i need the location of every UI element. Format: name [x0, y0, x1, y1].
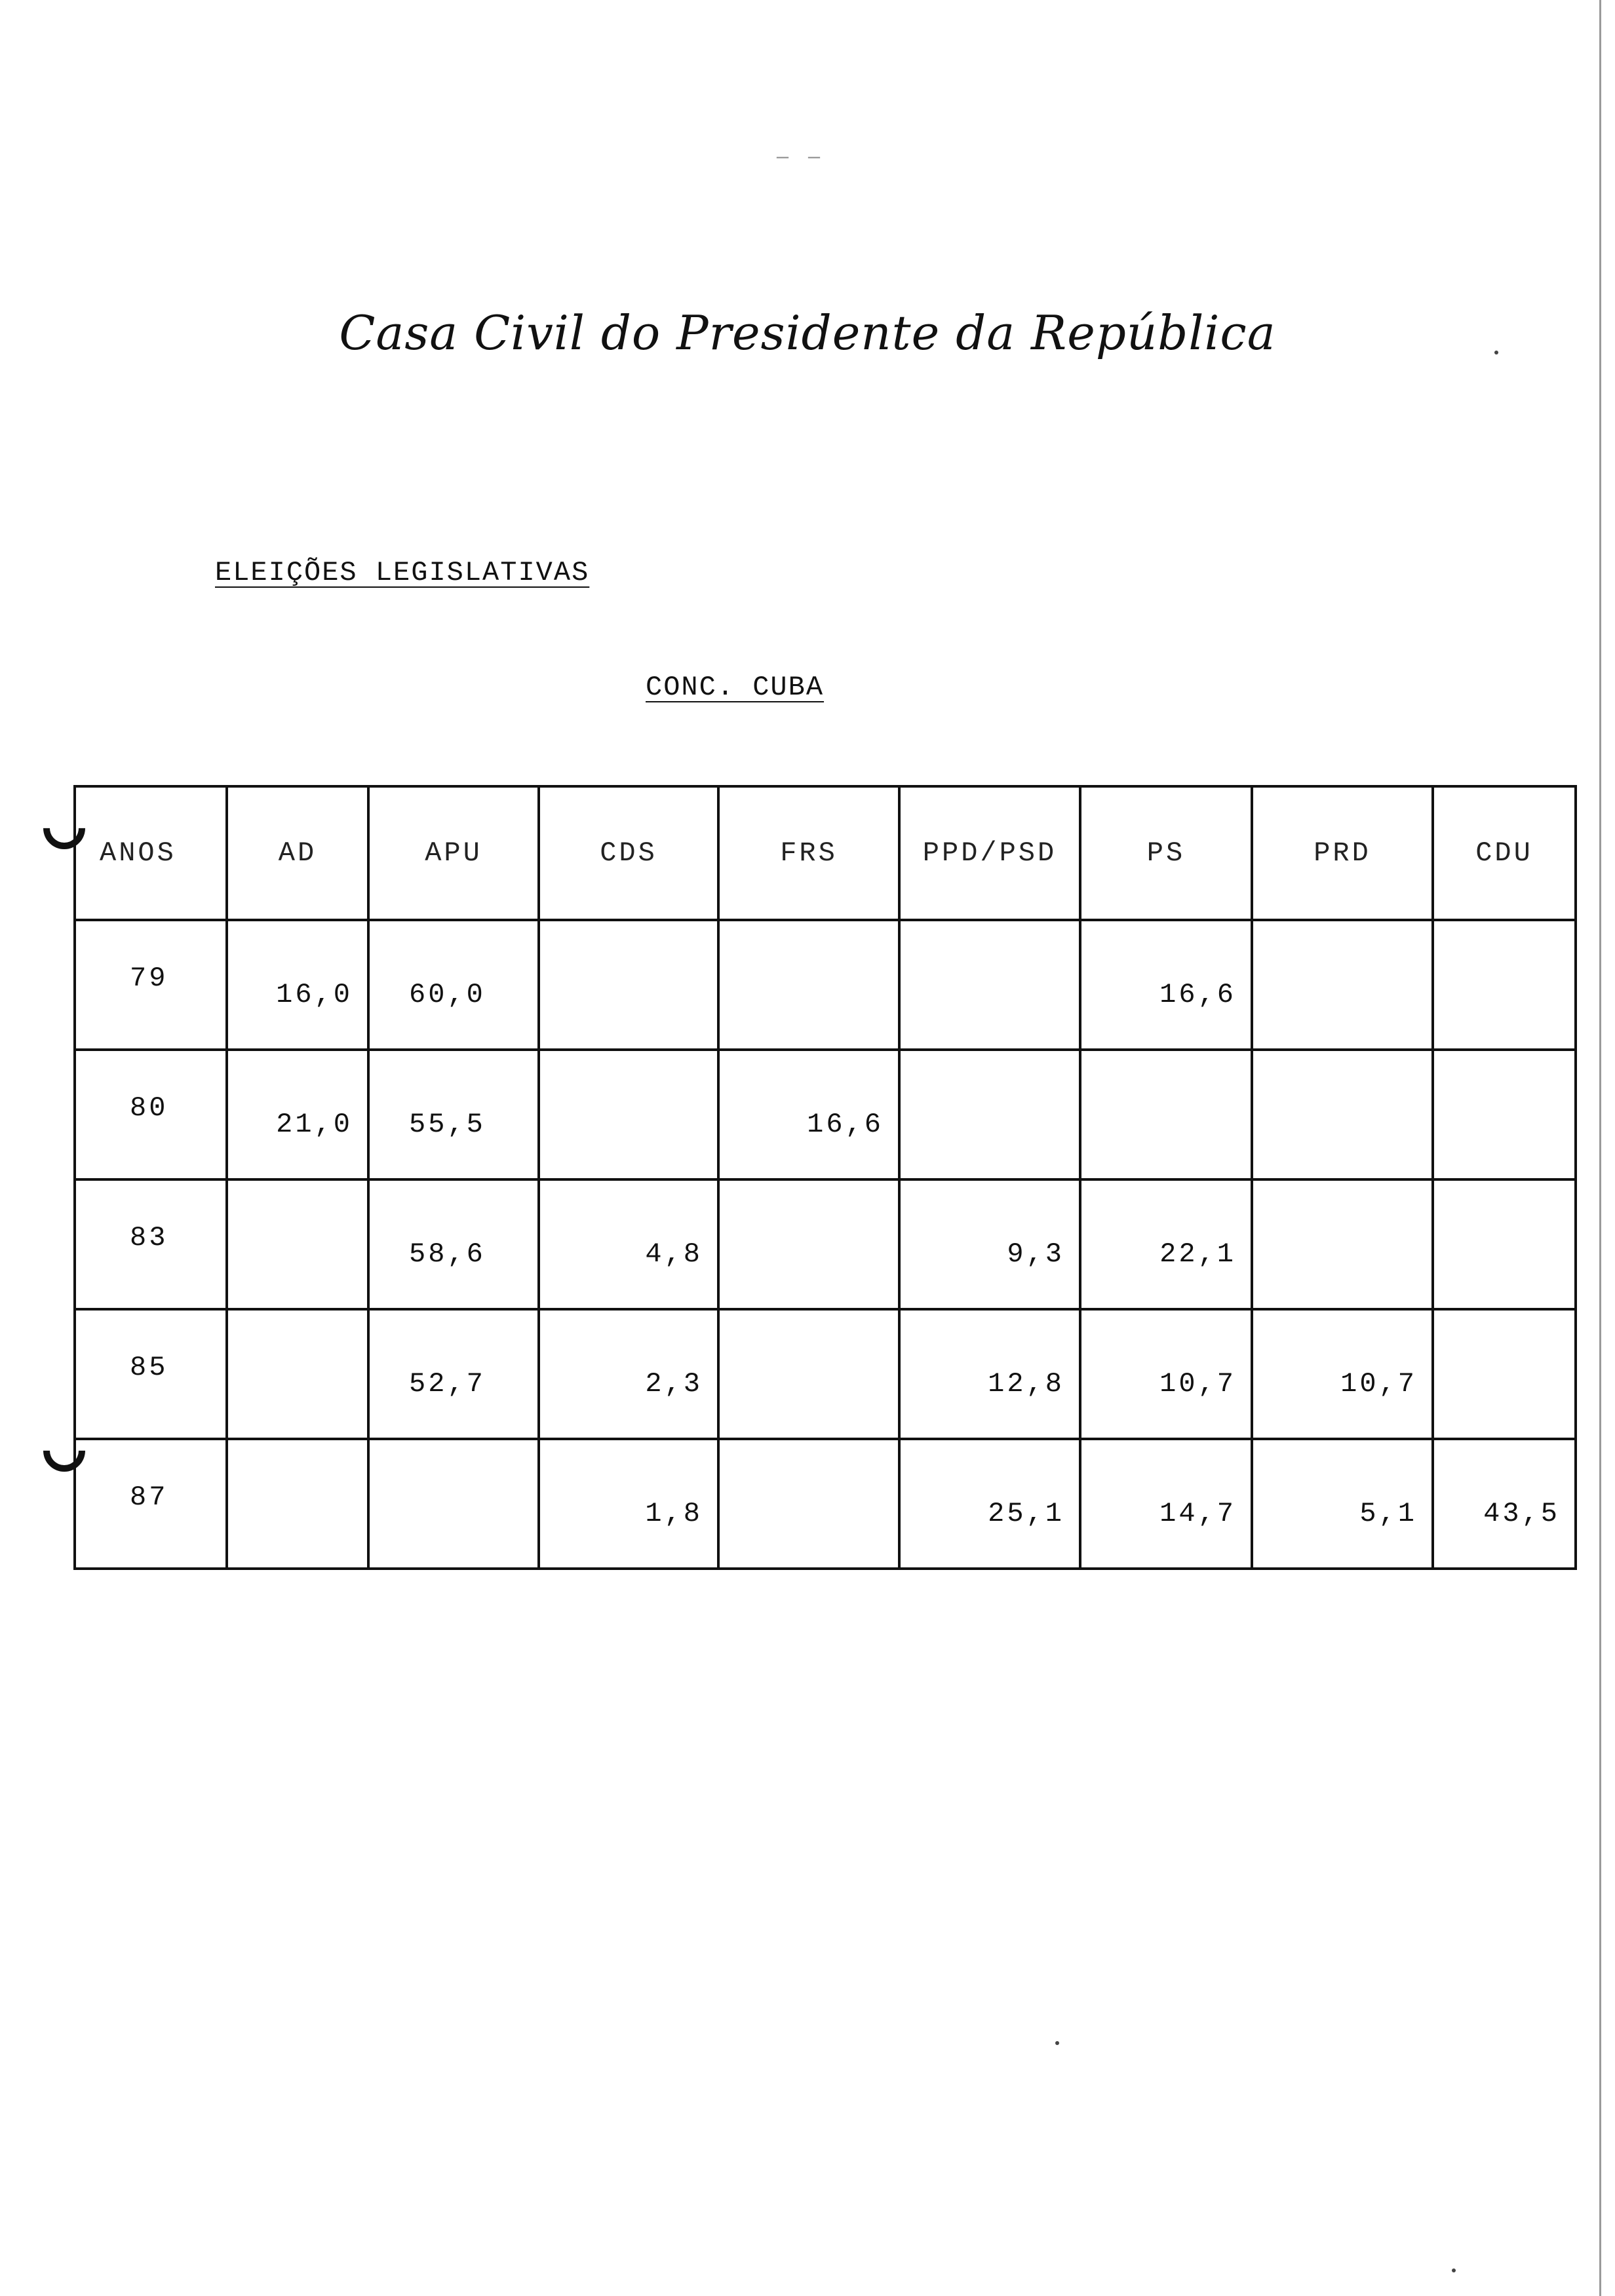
- apu-cell: 58,6: [368, 1179, 539, 1309]
- cdu-cell: [1433, 920, 1576, 1050]
- election-results-table: [73, 785, 1577, 1570]
- table-row: [75, 1439, 1576, 1569]
- ppd-psd-cell: [899, 1050, 1080, 1179]
- column-header: APU: [368, 786, 539, 920]
- year-cell: 80: [75, 1050, 227, 1179]
- cdu-cell: [1433, 1309, 1576, 1439]
- paper-speck: [1055, 2041, 1059, 2045]
- frs-cell: [718, 1439, 899, 1569]
- ad-cell: 16,0: [227, 920, 368, 1050]
- table-row: [75, 1050, 1576, 1179]
- ppd-psd-cell: 25,1: [899, 1439, 1080, 1569]
- ppd-psd-cell: 12,8: [899, 1309, 1080, 1439]
- prd-cell: 10,7: [1252, 1309, 1433, 1439]
- cdu-cell: [1433, 1050, 1576, 1179]
- cds-cell: [539, 1050, 718, 1179]
- ad-cell: [227, 1439, 368, 1569]
- frs-cell: [718, 1309, 899, 1439]
- ad-cell: [227, 1309, 368, 1439]
- apu-cell: 52,7: [368, 1309, 539, 1439]
- top-mark: — —: [777, 147, 825, 169]
- document-heading: ELEIÇÕES LEGISLATIVAS: [215, 557, 590, 588]
- prd-cell: [1252, 1050, 1433, 1179]
- year-cell: 83: [75, 1179, 227, 1309]
- prd-cell: [1252, 1179, 1433, 1309]
- paper-speck: [1494, 351, 1498, 354]
- column-header: AD: [227, 786, 368, 920]
- apu-cell: 60,0: [368, 920, 539, 1050]
- column-header: ANOS: [75, 786, 227, 920]
- cds-cell: [539, 920, 718, 1050]
- frs-cell: [718, 1179, 899, 1309]
- ps-cell: 22,1: [1080, 1179, 1252, 1309]
- cds-cell: 4,8: [539, 1179, 718, 1309]
- ps-cell: 16,6: [1080, 920, 1252, 1050]
- frs-cell: 16,6: [718, 1050, 899, 1179]
- ps-cell: [1080, 1050, 1252, 1179]
- cdu-cell: [1433, 1179, 1576, 1309]
- table-row: [75, 920, 1576, 1050]
- column-header: FRS: [718, 786, 899, 920]
- document-subheading: CONC. CUBA: [646, 672, 825, 703]
- prd-cell: [1252, 920, 1433, 1050]
- ppd-psd-cell: [899, 920, 1080, 1050]
- table-row: [75, 1179, 1576, 1309]
- apu-cell: [368, 1439, 539, 1569]
- letterhead: Casa Civil do Presidente da República: [339, 305, 1276, 360]
- frs-cell: [718, 920, 899, 1050]
- year-cell: 85: [75, 1309, 227, 1439]
- column-header: PPD/PSD: [899, 786, 1080, 920]
- cds-cell: 2,3: [539, 1309, 718, 1439]
- column-header: PRD: [1252, 786, 1433, 920]
- table-header-row: [75, 786, 1576, 920]
- ps-cell: 10,7: [1080, 1309, 1252, 1439]
- ppd-psd-cell: 9,3: [899, 1179, 1080, 1309]
- ad-cell: 21,0: [227, 1050, 368, 1179]
- ps-cell: 14,7: [1080, 1439, 1252, 1569]
- table-row: [75, 1309, 1576, 1439]
- column-header: CDS: [539, 786, 718, 920]
- prd-cell: 5,1: [1252, 1439, 1433, 1569]
- year-cell: 79: [75, 920, 227, 1050]
- column-header: CDU: [1433, 786, 1576, 920]
- cds-cell: 1,8: [539, 1439, 718, 1569]
- year-cell: 87: [75, 1439, 227, 1569]
- column-header: PS: [1080, 786, 1252, 920]
- paper-speck: [1452, 2268, 1456, 2272]
- apu-cell: 55,5: [368, 1050, 539, 1179]
- cdu-cell: 43,5: [1433, 1439, 1576, 1569]
- ad-cell: [227, 1179, 368, 1309]
